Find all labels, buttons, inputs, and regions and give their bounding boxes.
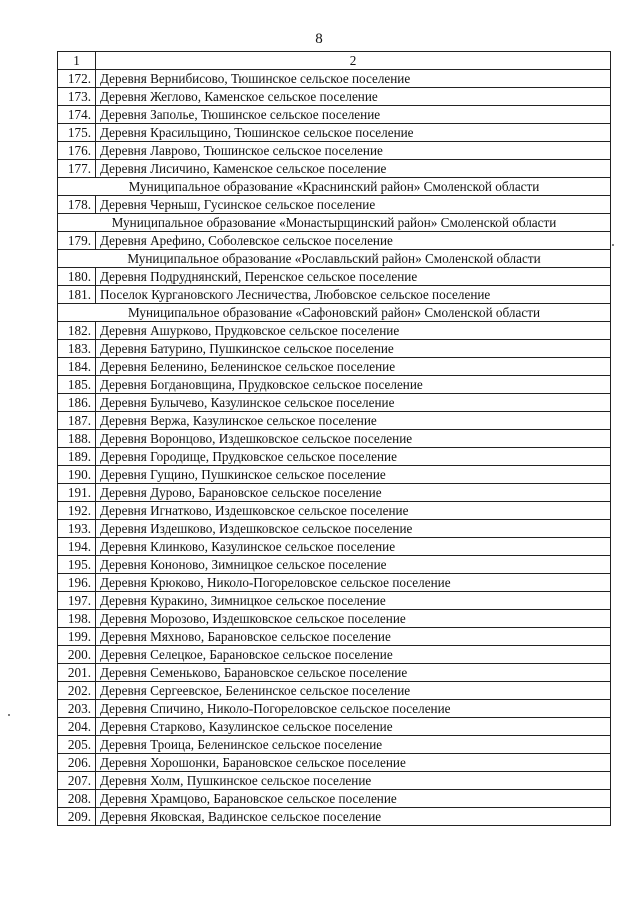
table-row bbox=[58, 664, 611, 682]
settlement-name: Деревня Яковская, Вадинское сельское поселение bbox=[96, 808, 611, 826]
settlement-name: Деревня Кононово, Зимницкое сельское поселение bbox=[96, 556, 611, 574]
settlement-name: Деревня Беленино, Беленинское сельское поселение bbox=[96, 358, 611, 376]
row-number: 192. bbox=[58, 502, 96, 520]
table-row bbox=[58, 808, 611, 826]
settlement-name: Деревня Черныш, Гусинское сельское поселение bbox=[96, 196, 611, 214]
table-row bbox=[58, 124, 611, 142]
scan-speck bbox=[8, 714, 10, 716]
row-number: 183. bbox=[58, 340, 96, 358]
column-header-name: 2 bbox=[96, 52, 611, 70]
table-row bbox=[58, 160, 611, 178]
table-header-row bbox=[58, 52, 611, 70]
section-title: Муниципальное образование «Сафоновский район» Смоленской области bbox=[58, 304, 611, 322]
scan-speck bbox=[612, 244, 614, 246]
table-row bbox=[58, 430, 611, 448]
settlement-name: Поселок Кургановского Лесничества, Любовское сельское поселение bbox=[96, 286, 611, 304]
settlement-name: Деревня Батурино, Пушкинское сельское поселение bbox=[96, 340, 611, 358]
settlement-name: Деревня Храмцово, Барановское сельское поселение bbox=[96, 790, 611, 808]
settlement-name: Деревня Издешково, Издешковское сельское поселение bbox=[96, 520, 611, 538]
row-number: 176. bbox=[58, 142, 96, 160]
row-number: 208. bbox=[58, 790, 96, 808]
settlement-name: Деревня Воронцово, Издешковское сельское поселение bbox=[96, 430, 611, 448]
settlement-name: Деревня Спичино, Николо-Погореловское сельское поселение bbox=[96, 700, 611, 718]
row-number: 188. bbox=[58, 430, 96, 448]
table-row bbox=[58, 232, 611, 250]
row-number: 189. bbox=[58, 448, 96, 466]
settlement-name: Деревня Сергеевское, Беленинское сельское поселение bbox=[96, 682, 611, 700]
row-number: 179. bbox=[58, 232, 96, 250]
section-header-row bbox=[58, 214, 611, 232]
row-number: 202. bbox=[58, 682, 96, 700]
table-row bbox=[58, 718, 611, 736]
table-row bbox=[58, 574, 611, 592]
column-header-number: 1 bbox=[58, 52, 96, 70]
table-row bbox=[58, 790, 611, 808]
settlement-name: Деревня Дурово, Барановское сельское поселение bbox=[96, 484, 611, 502]
section-title: Муниципальное образование «Монастырщинский район» Смоленской области bbox=[58, 214, 611, 232]
table-row bbox=[58, 376, 611, 394]
settlement-name: Деревня Морозово, Издешковское сельское поселение bbox=[96, 610, 611, 628]
settlement-name: Деревня Лаврово, Тюшинское сельское поселение bbox=[96, 142, 611, 160]
settlement-name: Деревня Селецкое, Барановское сельское поселение bbox=[96, 646, 611, 664]
settlement-name: Деревня Старково, Казулинское сельское поселение bbox=[96, 718, 611, 736]
row-number: 195. bbox=[58, 556, 96, 574]
settlement-name: Деревня Вержа, Казулинское сельское поселение bbox=[96, 412, 611, 430]
section-header-row bbox=[58, 304, 611, 322]
row-number: 205. bbox=[58, 736, 96, 754]
row-number: 172. bbox=[58, 70, 96, 88]
table-row bbox=[58, 106, 611, 124]
table-row bbox=[58, 736, 611, 754]
row-number: 203. bbox=[58, 700, 96, 718]
table-row bbox=[58, 592, 611, 610]
settlement-name: Деревня Арефино, Соболевское сельское поселение bbox=[96, 232, 611, 250]
settlement-name: Деревня Жеглово, Каменское сельское поселение bbox=[96, 88, 611, 106]
table-row bbox=[58, 502, 611, 520]
row-number: 196. bbox=[58, 574, 96, 592]
row-number: 190. bbox=[58, 466, 96, 484]
table-row bbox=[58, 340, 611, 358]
row-number: 194. bbox=[58, 538, 96, 556]
table-row bbox=[58, 520, 611, 538]
table-row bbox=[58, 610, 611, 628]
settlement-name: Деревня Заполье, Тюшинское сельское поселение bbox=[96, 106, 611, 124]
row-number: 173. bbox=[58, 88, 96, 106]
table-body bbox=[58, 52, 611, 826]
row-number: 201. bbox=[58, 664, 96, 682]
settlement-name: Деревня Подруднянский, Перенское сельское поселение bbox=[96, 268, 611, 286]
row-number: 199. bbox=[58, 628, 96, 646]
table-row bbox=[58, 628, 611, 646]
table-row bbox=[58, 286, 611, 304]
row-number: 191. bbox=[58, 484, 96, 502]
table-row bbox=[58, 88, 611, 106]
row-number: 178. bbox=[58, 196, 96, 214]
settlement-name: Деревня Городище, Прудковское сельское поселение bbox=[96, 448, 611, 466]
settlement-name: Деревня Троица, Беленинское сельское поселение bbox=[96, 736, 611, 754]
settlement-name: Деревня Гущино, Пушкинское сельское поселение bbox=[96, 466, 611, 484]
table-row bbox=[58, 484, 611, 502]
settlement-name: Деревня Игнатково, Издешковское сельское поселение bbox=[96, 502, 611, 520]
section-title: Муниципальное образование «Рославльский район» Смоленской области bbox=[58, 250, 611, 268]
table-row bbox=[58, 322, 611, 340]
table-row bbox=[58, 196, 611, 214]
table-row bbox=[58, 412, 611, 430]
row-number: 181. bbox=[58, 286, 96, 304]
table-row bbox=[58, 358, 611, 376]
row-number: 206. bbox=[58, 754, 96, 772]
row-number: 177. bbox=[58, 160, 96, 178]
table-row bbox=[58, 700, 611, 718]
table-row bbox=[58, 754, 611, 772]
settlement-name: Деревня Семеньково, Барановское сельское поселение bbox=[96, 664, 611, 682]
section-header-row bbox=[58, 178, 611, 196]
section-title: Муниципальное образование «Краснинский район» Смоленской области bbox=[58, 178, 611, 196]
row-number: 197. bbox=[58, 592, 96, 610]
row-number: 174. bbox=[58, 106, 96, 124]
row-number: 185. bbox=[58, 376, 96, 394]
row-number: 186. bbox=[58, 394, 96, 412]
row-number: 184. bbox=[58, 358, 96, 376]
settlement-name: Деревня Крюково, Николо-Погореловское сельское поселение bbox=[96, 574, 611, 592]
table-row bbox=[58, 448, 611, 466]
row-number: 180. bbox=[58, 268, 96, 286]
settlements-table bbox=[57, 51, 611, 826]
settlement-name: Деревня Холм, Пушкинское сельское поселение bbox=[96, 772, 611, 790]
table-row bbox=[58, 646, 611, 664]
settlement-name: Деревня Мяхново, Барановское сельское поселение bbox=[96, 628, 611, 646]
settlement-name: Деревня Хорошонки, Барановское сельское поселение bbox=[96, 754, 611, 772]
settlement-name: Деревня Лисичино, Каменское сельское поселение bbox=[96, 160, 611, 178]
table-row bbox=[58, 394, 611, 412]
row-number: 204. bbox=[58, 718, 96, 736]
section-header-row bbox=[58, 250, 611, 268]
table-row bbox=[58, 772, 611, 790]
settlement-name: Деревня Вернибисово, Тюшинское сельское поселение bbox=[96, 70, 611, 88]
table-row bbox=[58, 268, 611, 286]
row-number: 193. bbox=[58, 520, 96, 538]
row-number: 200. bbox=[58, 646, 96, 664]
row-number: 198. bbox=[58, 610, 96, 628]
row-number: 207. bbox=[58, 772, 96, 790]
table-row bbox=[58, 682, 611, 700]
table-row bbox=[58, 538, 611, 556]
table-row bbox=[58, 556, 611, 574]
settlement-name: Деревня Красильщино, Тюшинское сельское поселение bbox=[96, 124, 611, 142]
row-number: 187. bbox=[58, 412, 96, 430]
settlement-name: Деревня Богдановщина, Прудковское сельское поселение bbox=[96, 376, 611, 394]
settlement-name: Деревня Ашурково, Прудковское сельское поселение bbox=[96, 322, 611, 340]
settlement-name: Деревня Булычево, Казулинское сельское поселение bbox=[96, 394, 611, 412]
table-row bbox=[58, 142, 611, 160]
table-row bbox=[58, 70, 611, 88]
settlement-name: Деревня Куракино, Зимницкое сельское поселение bbox=[96, 592, 611, 610]
settlement-name: Деревня Клинково, Казулинское сельское поселение bbox=[96, 538, 611, 556]
page-number: 8 bbox=[315, 31, 323, 47]
row-number: 175. bbox=[58, 124, 96, 142]
row-number: 209. bbox=[58, 808, 96, 826]
table-row bbox=[58, 466, 611, 484]
row-number: 182. bbox=[58, 322, 96, 340]
